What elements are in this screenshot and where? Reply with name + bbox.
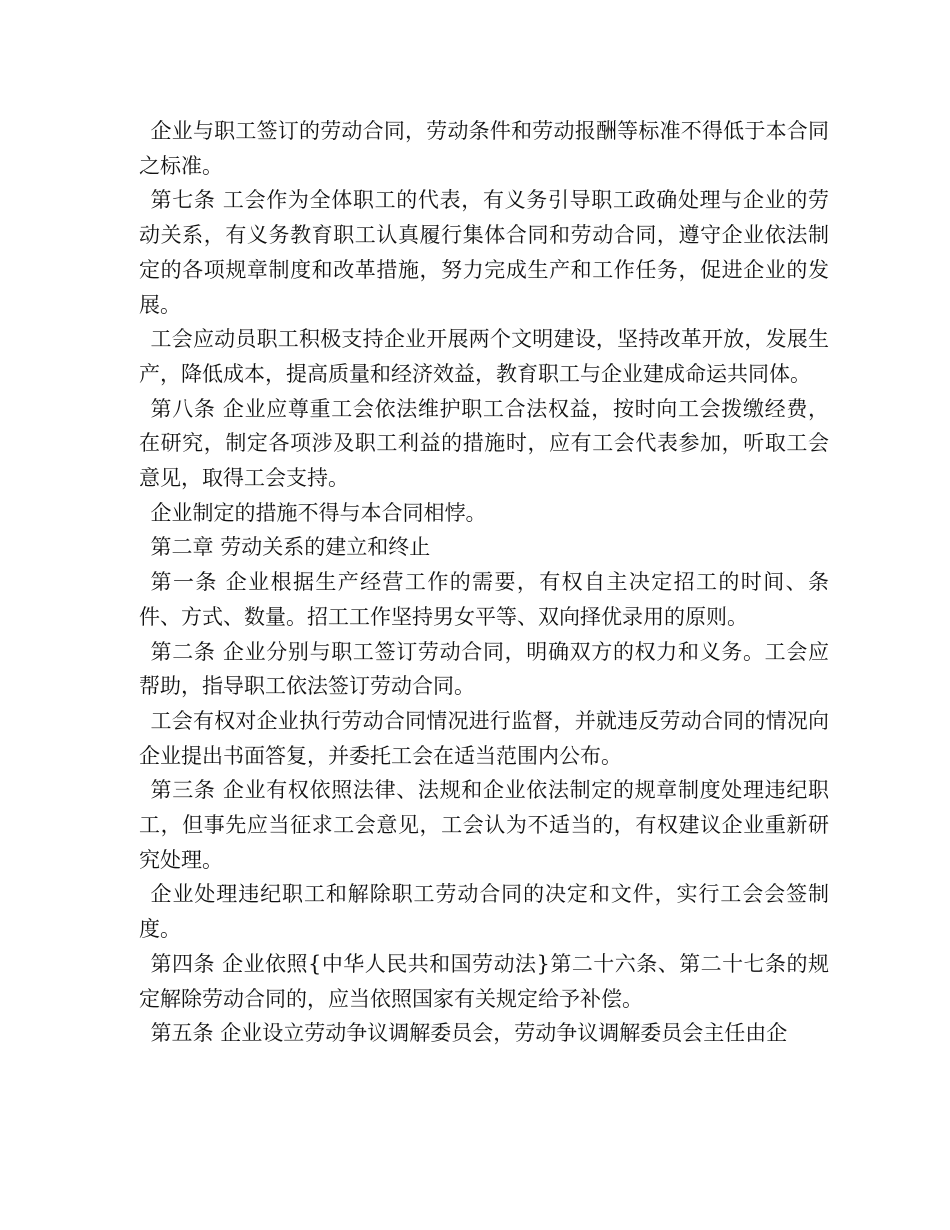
paragraph: 工会应动员职工积极支持企业开展两个文明建设，坚持改革开放，发展生产，降低成本，提高质量和经济效益，教育职工与企业建成命运共同体。 xyxy=(139,327,829,386)
article-paragraph: 第三条 企业有权依照法律、法规和企业依法制定的规章制度处理违纪职工，但事先应当征求工会意见，工会认为不适当的，有权建议企业重新研究处理。 xyxy=(139,778,829,872)
article-paragraph: 第七条 工会作为全体职工的代表，有义务引导职工政确处理与企业的劳动关系，有义务教育职工认真履行集体合同和劳动合同，遵守企业依法制定的各项规章制度和改革措施，努力完成生产和工作任务，促进企业的发展。 xyxy=(139,188,829,317)
article-paragraph: 第四条 企业依照{中华人民共和国劳动法}第二十六条、第二十七条的规定解除劳动合同的，应当依照国家有关规定给予补偿。 xyxy=(139,951,829,1011)
article-paragraph: 第五条 企业设立劳动争议调解委员会，劳动争议调解委员会主任由企 xyxy=(150,1021,788,1046)
article-paragraph: 第八条 企业应尊重工会依法维护职工合法权益，按时向工会拨缴经费，在研究，制定各项涉及职工利益的措施时，应有工会代表参加，听取工会意见，取得工会支持。 xyxy=(139,396,829,491)
document-body xyxy=(139,114,829,1051)
article-paragraph: 第一条 企业根据生产经营工作的需要，有权自主决定招工的时间、条件、方式、数量。招工工作坚持男女平等、双向择优录用的原则。 xyxy=(139,570,829,629)
article-paragraph: 第二条 企业分别与职工签订劳动合同，明确双方的权力和义务。工会应帮助，指导职工依法签订劳动合同。 xyxy=(139,639,829,699)
paragraph: 工会有权对企业执行劳动合同情况进行监督，并就违反劳动合同的情况向企业提出书面答复，并委托工会在适当范围内公布。 xyxy=(139,708,829,768)
paragraph: 企业处理违纪职工和解除职工劳动合同的决定和文件，实行工会会签制度。 xyxy=(139,882,829,942)
paragraph: 企业制定的措施不得与本合同相悖。 xyxy=(150,500,487,525)
paragraph: 企业与职工签订的劳动合同，劳动条件和劳动报酬等标准不得低于本合同之标准。 xyxy=(139,119,829,178)
chapter-heading: 第二章 劳动关系的建立和终止 xyxy=(150,535,431,560)
